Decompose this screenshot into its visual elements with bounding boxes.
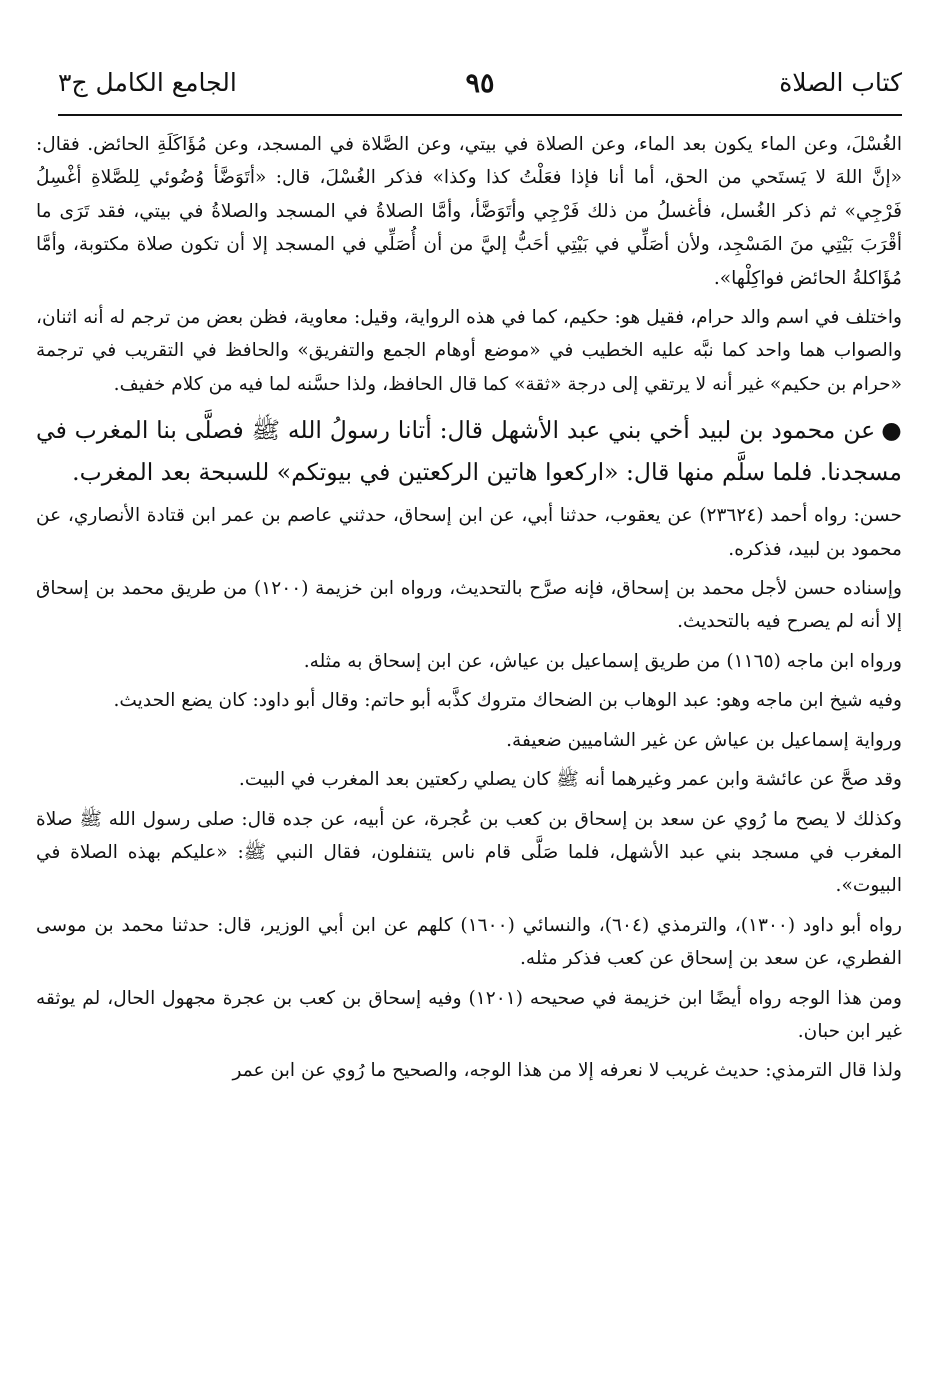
page-number: ٩٥	[465, 68, 495, 99]
page-header	[58, 60, 902, 116]
paragraph-commentary-name: واختلف في اسم والد حرام، فقيل هو: حكيم، كما في هذه الرواية، وقيل: معاوية، فظن بعض من ترجم له أنه اثنان، والصواب هما واحد كما نبَّه عليه الخطيب في «موضع أوهام الجمع والتفريق» والحافظ في التقريب في ترجمة «حرام بن حكيم» غير أنه لا يرتقي إلى درجة «ثقة» كما قال الحافظ، ولذا حسَّنه لما فيه من كلام خفيف.	[36, 307, 902, 395]
paragraph-tirmidhi: ولذا قال الترمذي: حديث غريب لا نعرفه إلا من هذا الوجه، والصحيح ما رُوي عن ابن عمر	[232, 1060, 902, 1082]
book-title: الجامع الكامل ج٣	[58, 68, 237, 97]
paragraph-abu-dawud: رواه أبو داود (١٣٠٠)، والترمذي (٦٠٤)، والنسائي (١٦٠٠) كلهم عن ابن أبي الوزير، قال: حدثنا محمد بن موسى الفطري، عن سعد بن إسحاق عن كعب فذكر مثله.	[36, 914, 902, 970]
paragraph-ismail-riwaya: ورواية إسماعيل بن عياش عن غير الشاميين ضعيفة.	[506, 729, 902, 751]
paragraph-takhrij-ahmad: حسن: رواه أحمد (٢٣٦٢٤) عن يعقوب، حدثنا أبي، عن ابن إسحاق، حدثني عاصم بن عمر ابن قتادة الأنصاري، عن محمود بن لبيد، فذكره.	[36, 505, 902, 560]
page-body	[36, 128, 902, 1088]
header-rule	[58, 114, 902, 116]
paragraph-aisha: وقد صحَّ عن عائشة وابن عمر وغيرهما أنه ﷺ كان يصلي ركعتين بعد المغرب في البيت.	[238, 769, 902, 791]
hadith-paragraph	[36, 410, 902, 493]
bullet-icon: ●	[881, 416, 902, 445]
paragraph-saad-ibn-ishaq: وكذلك لا يصح ما رُوي عن سعد بن إسحاق بن كعب بن عُجرة، عن أبيه، عن جده قال: صلى رسول الله ﷺ صلاة المغرب في مسجد بني عبد الأشهل، فلما صَلَّى قام ناس يتنفلون، فقال النبي ﷺ: «عليكم بهذه الصلاة في البيوت».	[36, 808, 902, 897]
paragraph-ibn-khuzaymah: ومن هذا الوجه رواه أيضًا ابن خزيمة في صحيحه (١٢٠١) وفيه إسحاق بن كعب بن عجرة مجهول الحال، لم يوثقه غير ابن حبان.	[36, 987, 902, 1042]
paragraph-hadith-continuation: الغُسْلَ، وعن الماء يكون بعد الماء، وعن الصلاة في بيتي، وعن الصَّلاة في المسجد، وعن مُؤَاكَلَةِ الحائض. فقال: «إنَّ اللهَ لا يَستَحي من الحق، أما أنا فإذا فعَلْتُ كذا وكذا» فذكر الغُسْلَ، قال: «أتَوَضَّأ وُضُوئي لِلصَّلاةِ أغْسِلُ فَرْجِي» ثم ذكر الغُسل، فأغسلُ من ذلك فَرْجِي وأتَوَضَّأ، وأمَّا الصلاةُ في المسجد والصلاةُ في بيتي، فقد تَرَى ما أقْرَبَ بَيْتِي منَ المَسْجِد، ولأن أصَلِّي في بَيْتِي أحَبُّ إليَّ من أن أُصَلِّي في المسجد إلا أن تكون صلاة مكتوبة، وأمَّا مُؤَاكلةُ الحائض فواكِلْها».	[36, 134, 903, 289]
hadith-text: عن محمود بن لبيد أخي بني عبد الأشهل قال: أتانا رسولُ الله ﷺ فصلَّى بنا المغرب في مسجدنا. فلما سلَّم منها قال: «اركعوا هاتين الركعتين في بيوتكم» للسبحة بعد المغرب.	[36, 416, 902, 486]
paragraph-ibn-majah: ورواه ابن ماجه (١١٦٥) من طريق إسماعيل بن عياش، عن ابن إسحاق به مثله.	[303, 650, 902, 672]
paragraph-isnad: وإسناده حسن لأجل محمد بن إسحاق، فإنه صرَّح بالتحديث، ورواه ابن خزيمة (١٢٠٠) من طريق محمد بن إسحاق إلا أنه لم يصرح فيه بالتحديث.	[36, 578, 902, 633]
chapter-title: كتاب الصلاة	[779, 68, 902, 97]
paragraph-shaykh-ibn-majah: وفيه شيخ ابن ماجه وهو: عبد الوهاب بن الضحاك متروك كذَّبه أبو حاتم: وقال أبو داود: كان يضع الحديث.	[113, 690, 902, 712]
